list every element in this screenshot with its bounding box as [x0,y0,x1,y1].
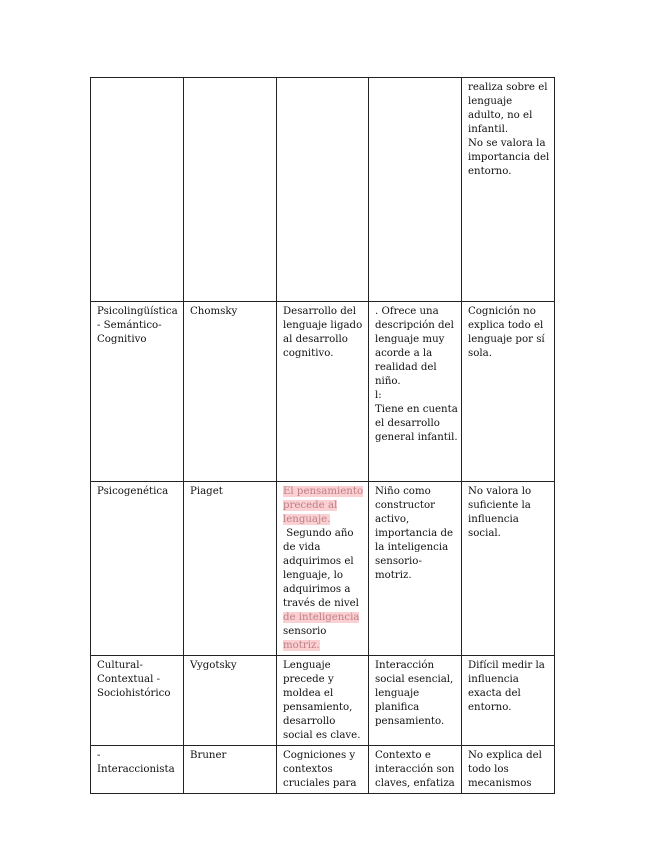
cell-line: Difícil medir la [468,660,545,671]
highlighted-text: lenguaje. [283,514,331,525]
cell-line: pensamiento, [283,702,353,713]
cell-line: través de nivel [283,598,359,609]
cell-line: importancia de [375,528,453,539]
cell-line: interacción son [375,764,455,775]
cell-line: precede y [283,674,334,685]
cell-line: social. [468,528,501,539]
cell-line: la inteligencia [375,542,449,553]
cell-line: explica todo el [468,320,544,331]
table-row [91,746,555,794]
cell-line: No explica del [468,750,542,761]
cell-line: Psicolingüística [97,306,178,317]
cell-line: influencia [468,674,519,685]
cell-line: realidad del [375,362,437,373]
cell-line: Segundo año [283,528,354,539]
table-cell-thesis [277,746,369,794]
cell-line: l: [375,390,382,401]
cell-line: descripción del [375,320,454,331]
cell-line: contextos [283,764,333,775]
cell-line: Cognitivo [97,334,147,345]
cell-line: niño. [375,376,401,387]
cell-line [283,639,364,653]
table-cell [369,78,462,302]
cell-line: general infantil. [375,432,458,443]
cell-line: importancia del [468,152,550,163]
cell-line: Cogniciones y [283,750,356,761]
cell-line: No valora lo [468,486,532,497]
cell-line: Bruner [190,750,227,761]
cell-line: exacta del [468,688,521,699]
table-cell-critique [462,482,555,656]
cell-line: Piaget [190,486,223,497]
cell-line: Vygotsky [190,660,237,671]
cell-line: Sociohistórico [97,688,171,699]
table-cell-critique [462,746,555,794]
cell-line: lenguaje por sí [468,334,545,345]
table-cell-contribution [369,302,462,482]
cell-line: sola. [468,348,492,359]
theories-table [90,77,555,794]
cell-line: - [97,750,101,761]
highlighted-text: precede al [283,500,338,511]
cell-line: constructor [375,500,435,511]
table-cell-approach [91,746,184,794]
cell-line [283,499,364,513]
table-row [91,302,555,482]
cell-line: el desarrollo [375,418,440,429]
cell-line: - Semántico- [97,320,162,331]
cell-line: Lenguaje [283,660,331,671]
table-cell-approach [91,482,184,656]
table-cell-thesis [277,482,369,656]
cell-line: planifica [375,702,420,713]
cell-line: realiza sobre el [468,82,548,93]
cell-line: cognitivo. [283,348,334,359]
cell-line: Interaccionista [97,764,175,775]
table-cell [277,78,369,302]
cell-line: social es clave. [283,730,361,741]
cell-line: acorde a la [375,348,433,359]
table-cell-author [184,656,277,746]
cell-line: Psicogenética [97,486,169,497]
table-cell-author [184,302,277,482]
cell-line: influencia [468,514,519,525]
cell-line: suficiente la [468,500,531,511]
cell-line: entorno. [468,166,512,177]
table-cell-contribution [369,482,462,656]
highlighted-text: El pensamiento [283,486,364,497]
table-cell-thesis [277,656,369,746]
cell-line: desarrollo [283,716,336,727]
table-row [91,656,555,746]
cell-line: sensorio [283,626,327,637]
cell-line: Interacción [375,660,435,671]
cell-line: de vida [283,542,321,553]
cell-line: Tiene en cuenta [375,404,458,415]
cell-line: No se valora la [468,138,546,149]
cell-line: sensorio- [375,556,422,567]
cell-line: Cultural- [97,660,143,671]
cell-line [283,485,364,499]
table-cell-thesis [277,302,369,482]
table-cell-approach [91,302,184,482]
cell-line: entorno. [468,702,512,713]
cell-line: lenguaje, lo [283,570,344,581]
table-cell-approach [91,656,184,746]
cell-line: al desarrollo [283,334,348,345]
cell-line: motriz. [375,570,412,581]
table-cell-critique [462,656,555,746]
table-cell-critique [462,302,555,482]
table-cell-critique [462,78,555,302]
cell-line: lenguaje [375,688,420,699]
cell-line: mecanismos [468,778,532,789]
table-cell-contribution [369,656,462,746]
table-cell [184,78,277,302]
cell-line: activo, [375,514,410,525]
highlighted-text: de inteligencia [283,612,360,623]
cell-line: moldea el [283,688,334,699]
cell-line: Chomsky [190,306,238,317]
cell-line: Contexto e [375,750,431,761]
cell-line: cruciales para [283,778,357,789]
cell-line: lenguaje [468,96,513,107]
cell-line: adquirimos a [283,584,351,595]
cell-line: Niño como [375,486,431,497]
cell-line: lenguaje muy [375,334,445,345]
cell-line: Cognición no [468,306,536,317]
cell-line: social esencial, [375,674,454,685]
cell-line [283,513,364,527]
cell-line: claves, enfatiza [375,778,455,789]
table-row [91,482,555,656]
cell-line: Desarrollo del [283,306,357,317]
table-cell-author [184,482,277,656]
cell-line [283,611,364,625]
cell-line: . Ofrece una [375,306,439,317]
cell-line: adquirimos el [283,556,354,567]
cell-line: adulto, no el [468,110,533,121]
cell-line: todo los [468,764,509,775]
cell-line: pensamiento. [375,716,445,727]
highlighted-text: motriz. [283,640,320,651]
cell-line: Contextual - [97,674,161,685]
table-cell-contribution [369,746,462,794]
table-cell [91,78,184,302]
cell-line: lenguaje ligado [283,320,363,331]
table-cell-author [184,746,277,794]
table-row [91,78,555,302]
cell-line: infantil. [468,124,509,135]
